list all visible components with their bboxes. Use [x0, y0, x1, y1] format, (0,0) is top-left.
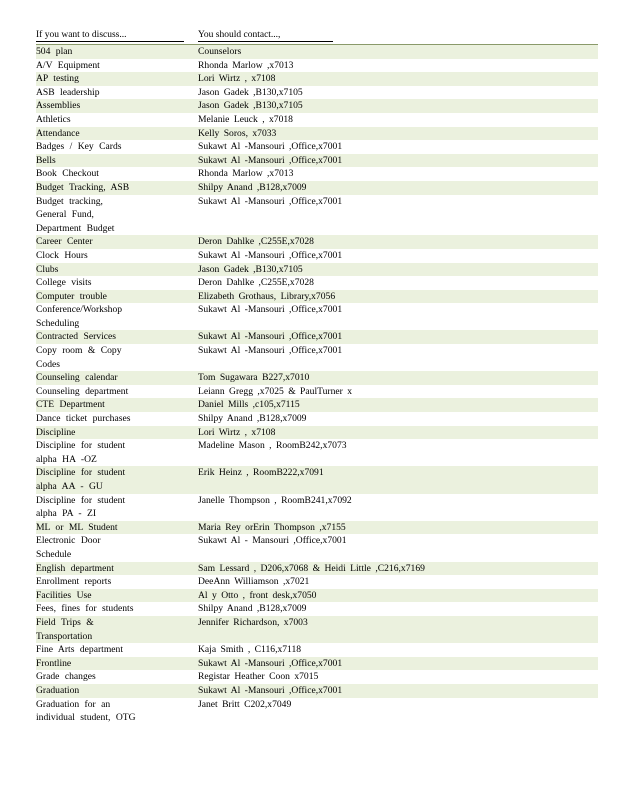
row-topic: Clubs [36, 263, 59, 275]
table-row [36, 412, 598, 426]
table-row [36, 195, 598, 236]
table-row [36, 276, 598, 290]
row-contact: Maria Rey orErin Thompson ,x7155 [198, 521, 346, 533]
row-contact: Lori Wirtz , x7108 [198, 73, 276, 85]
row-topic: Fine Arts department [36, 644, 123, 656]
row-topic: Badges / Key Cards [36, 141, 122, 153]
table-row [36, 698, 598, 725]
row-topic: Frontline [36, 657, 72, 669]
row-topic: Book Checkout [36, 168, 99, 180]
row-contact: Sukawt Al -Mansouri ,Office,x7001 [198, 249, 343, 261]
table-row [36, 167, 598, 181]
row-contact: Sam Lessard , D206,x7068 & Heidi Little ,C216,x7169 [198, 562, 425, 574]
contact-directory [36, 30, 598, 724]
row-contact: Madeline Mason , RoomB242,x7073 [198, 440, 347, 452]
table-row [36, 140, 598, 154]
table-row [36, 154, 598, 168]
row-topic: Discipline for student alpha HA -OZ [36, 440, 126, 465]
row-contact: Rhonda Marlow ,x7013 [198, 59, 294, 71]
directory-table [36, 44, 598, 725]
table-header [36, 30, 598, 44]
row-contact: Janelle Thompson , RoomB241,x7092 [198, 494, 352, 506]
row-contact: Rhonda Marlow ,x7013 [198, 168, 294, 180]
row-contact: Sukawt Al -Mansouri ,Office,x7001 [198, 141, 343, 153]
table-row [36, 398, 598, 412]
table-row [36, 99, 598, 113]
row-topic: Clock Hours [36, 249, 88, 261]
row-contact: Shilpy Anand ,B128,x7009 [198, 181, 307, 193]
row-topic: Fees, fines for students [36, 603, 134, 615]
table-row [36, 303, 598, 330]
table-row [36, 45, 598, 59]
row-contact: Registar Heather Coon x7015 [198, 671, 319, 683]
row-contact: Jason Gadek ,B130,x7105 [198, 263, 303, 275]
row-topic: AP testing [36, 73, 79, 85]
row-topic: Bells [36, 154, 56, 166]
table-row [36, 181, 598, 195]
row-contact: Tom Sugawara B227,x7010 [198, 372, 310, 384]
row-topic: Grade changes [36, 671, 96, 683]
table-row [36, 330, 598, 344]
table-row [36, 385, 598, 399]
row-topic: College visits [36, 277, 92, 289]
row-topic: Conference/Workshop Scheduling [36, 304, 123, 329]
row-topic: Discipline for student alpha AA - GU [36, 467, 126, 493]
table-row [36, 466, 598, 493]
table-row [36, 439, 598, 466]
table-row [36, 249, 598, 263]
row-topic: Graduation for an individual student, OTG [36, 698, 136, 724]
row-contact: Al y Otto , front desk,x7050 [198, 589, 317, 601]
row-topic: Electronic Door Schedule [36, 535, 101, 560]
row-topic: Budget tracking, General Fund, Department Budget [36, 195, 115, 234]
row-topic: Dance ticket purchases [36, 413, 131, 425]
row-contact: Jason Gadek ,B130,x7105 [198, 100, 303, 112]
table-row [36, 616, 598, 643]
row-topic: Copy room & Copy Codes [36, 345, 122, 370]
row-contact: DeeAnn Williamson ,x7021 [198, 576, 310, 588]
row-topic: Discipline for student alpha PA - ZI [36, 494, 126, 520]
row-topic: Contracted Services [36, 331, 116, 343]
table-row [36, 657, 598, 671]
row-contact: Kelly Soros, x7033 [198, 127, 277, 139]
row-topic: Athletics [36, 113, 71, 125]
row-contact: Shilpy Anand ,B128,x7009 [198, 603, 307, 615]
row-contact: Sukawt Al -Mansouri ,Office,x7001 [198, 345, 343, 357]
row-contact: Jennifer Richardson, x7003 [198, 616, 308, 628]
row-contact: Sukawt Al -Mansouri ,Office,x7001 [198, 657, 343, 669]
row-contact: Lori Wirtz , x7108 [198, 426, 276, 438]
row-contact: Sukawt Al -Mansouri ,Office,x7001 [198, 154, 343, 166]
row-topic: ASB leadership [36, 86, 100, 98]
row-topic: Field Trips & Transportation [36, 616, 94, 642]
row-topic: A/V Equipment [36, 59, 100, 71]
row-topic: Career Center [36, 236, 93, 248]
row-topic: Counseling calendar [36, 372, 118, 384]
row-topic: Assemblies [36, 100, 81, 112]
row-contact: Sukawt Al -Mansouri ,Office,x7001 [198, 684, 343, 696]
row-contact: Elizabeth Grothaus, Library,x7056 [198, 290, 336, 302]
table-row [36, 494, 598, 521]
table-row [36, 589, 598, 603]
row-contact: Deron Dahlke ,C255E,x7028 [198, 277, 314, 289]
row-contact: Leiann Gregg ,x7025 & PaulTurner x [198, 385, 353, 397]
table-row [36, 113, 598, 127]
table-row [36, 684, 598, 698]
header-contact: You should contact..., [198, 30, 333, 42]
row-topic: English department [36, 562, 114, 574]
table-row [36, 344, 598, 371]
table-row [36, 670, 598, 684]
row-contact: Janet Britt C202,x7049 [198, 698, 292, 710]
row-contact: Sukawt Al - Mansouri ,Office,x7001 [198, 535, 347, 547]
row-topic: 504 plan [36, 46, 73, 57]
row-contact: Erik Heinz , RoomB222,x7091 [198, 467, 324, 479]
table-row [36, 602, 598, 616]
header-topic: If you want to discuss... [36, 30, 184, 42]
row-contact: Melanie Leuck , x7018 [198, 113, 293, 125]
row-contact: Kaja Smith , C116,x7118 [198, 644, 302, 656]
row-contact: Counselors [198, 46, 242, 57]
table-row [36, 235, 598, 249]
row-topic: ML or ML Student [36, 521, 118, 533]
row-topic: Computer trouble [36, 290, 107, 302]
table-row [36, 534, 598, 561]
table-row [36, 643, 598, 657]
row-topic: Counseling department [36, 385, 129, 397]
row-topic: Budget Tracking, ASB [36, 181, 130, 193]
table-row [36, 263, 598, 277]
row-contact: Sukawt Al -Mansouri ,Office,x7001 [198, 195, 343, 207]
row-contact: Daniel Mills ,c105,x7115 [198, 399, 300, 411]
row-topic: Enrollment reports [36, 576, 112, 588]
table-row [36, 521, 598, 535]
row-contact: Sukawt Al -Mansouri ,Office,x7001 [198, 304, 343, 316]
row-topic: Graduation [36, 684, 80, 696]
row-topic: Attendance [36, 127, 80, 139]
table-row [36, 371, 598, 385]
table-row [36, 426, 598, 440]
table-row [36, 290, 598, 304]
table-row [36, 127, 598, 141]
table-row [36, 562, 598, 576]
row-contact: Deron Dahlke ,C255E,x7028 [198, 236, 314, 248]
row-topic: Facilities Use [36, 589, 92, 601]
row-topic: CTE Department [36, 399, 105, 411]
table-row [36, 72, 598, 86]
row-contact: Sukawt Al -Mansouri ,Office,x7001 [198, 331, 343, 343]
row-contact: Jason Gadek ,B130,x7105 [198, 86, 303, 98]
table-row [36, 59, 598, 73]
row-topic: Discipline [36, 426, 76, 438]
table-row [36, 575, 598, 589]
row-contact: Shilpy Anand ,B128,x7009 [198, 413, 307, 425]
table-row [36, 86, 598, 100]
